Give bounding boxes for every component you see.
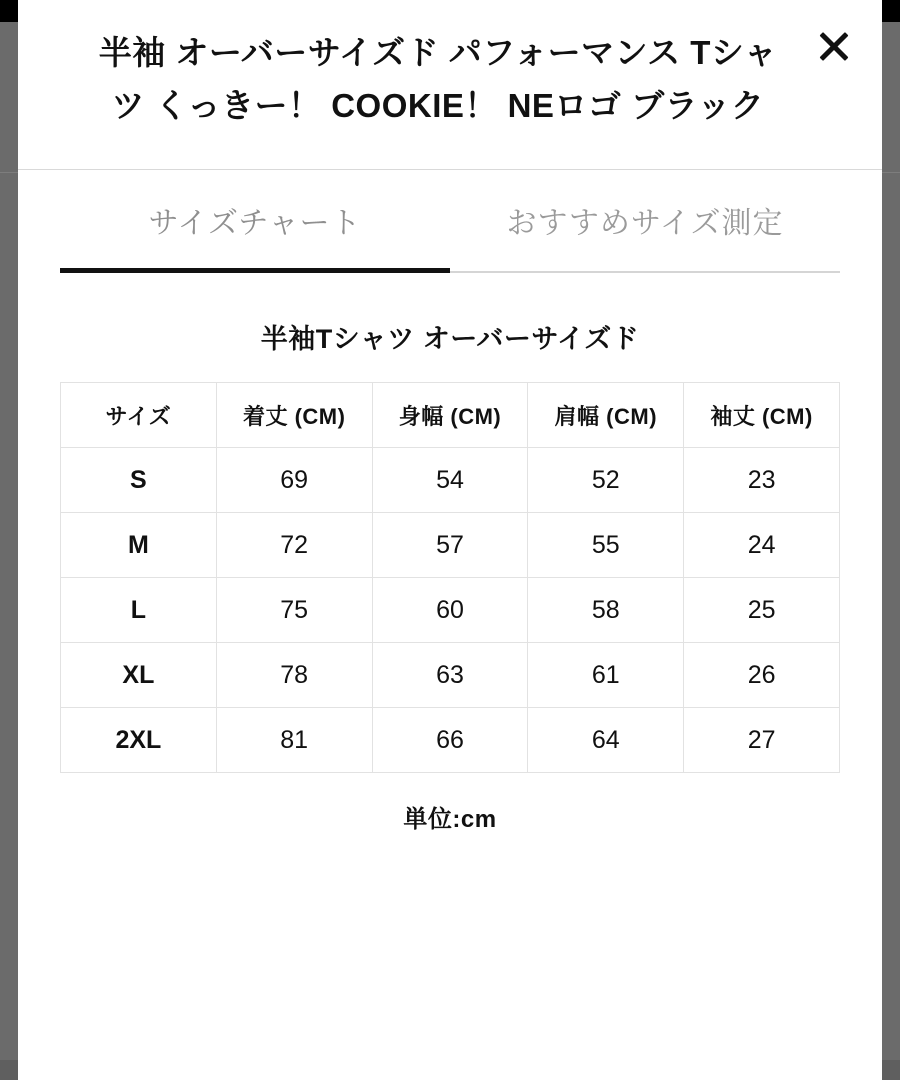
cell-shoulder: 55 — [528, 513, 684, 578]
cell-chest: 66 — [372, 708, 528, 773]
cell-length: 78 — [216, 643, 372, 708]
cell-size: M — [61, 513, 217, 578]
table-header-row — [61, 383, 840, 448]
column-header-sleeve: 袖丈 (CM) — [684, 383, 840, 448]
cell-size: 2XL — [61, 708, 217, 773]
cell-length: 69 — [216, 448, 372, 513]
cell-chest: 63 — [372, 643, 528, 708]
tab-size-chart[interactable]: サイズチャート — [60, 170, 450, 273]
table-row — [61, 578, 840, 643]
table-row — [61, 643, 840, 708]
cell-size: S — [61, 448, 217, 513]
column-header-size: サイズ — [61, 383, 217, 448]
table-row — [61, 708, 840, 773]
close-icon[interactable] — [808, 20, 860, 72]
size-table — [60, 382, 840, 773]
unit-note: 単位:cm — [403, 806, 497, 833]
cell-size: XL — [61, 643, 217, 708]
cell-shoulder: 64 — [528, 708, 684, 773]
cell-sleeve: 23 — [684, 448, 840, 513]
column-header-length: 着丈 (CM) — [216, 383, 372, 448]
cell-chest: 54 — [372, 448, 528, 513]
cell-chest: 60 — [372, 578, 528, 643]
cell-length: 81 — [216, 708, 372, 773]
tab-recommended-size[interactable]: おすすめサイズ測定 — [450, 170, 840, 273]
cell-shoulder: 52 — [528, 448, 684, 513]
cell-chest: 57 — [372, 513, 528, 578]
cell-sleeve: 26 — [684, 643, 840, 708]
size-chart-modal — [18, 0, 882, 1080]
cell-shoulder: 61 — [528, 643, 684, 708]
cell-sleeve: 25 — [684, 578, 840, 643]
tab-bar — [18, 170, 882, 273]
column-header-chest: 身幅 (CM) — [372, 383, 528, 448]
table-caption: 半袖Tシャツ オーバーサイズド — [260, 324, 640, 354]
cell-length: 72 — [216, 513, 372, 578]
size-chart-section — [18, 273, 882, 834]
column-header-shoulder: 肩幅 (CM) — [528, 383, 684, 448]
table-row — [61, 513, 840, 578]
cell-sleeve: 27 — [684, 708, 840, 773]
table-row — [61, 448, 840, 513]
modal-header — [18, 0, 882, 170]
cell-size: L — [61, 578, 217, 643]
cell-sleeve: 24 — [684, 513, 840, 578]
cell-length: 75 — [216, 578, 372, 643]
cell-shoulder: 58 — [528, 578, 684, 643]
page-title: 半袖 オーバーサイズド パフォーマンス Tシャツ くっきー！ COOKIE！ NEロゴ ブラック — [98, 34, 778, 125]
